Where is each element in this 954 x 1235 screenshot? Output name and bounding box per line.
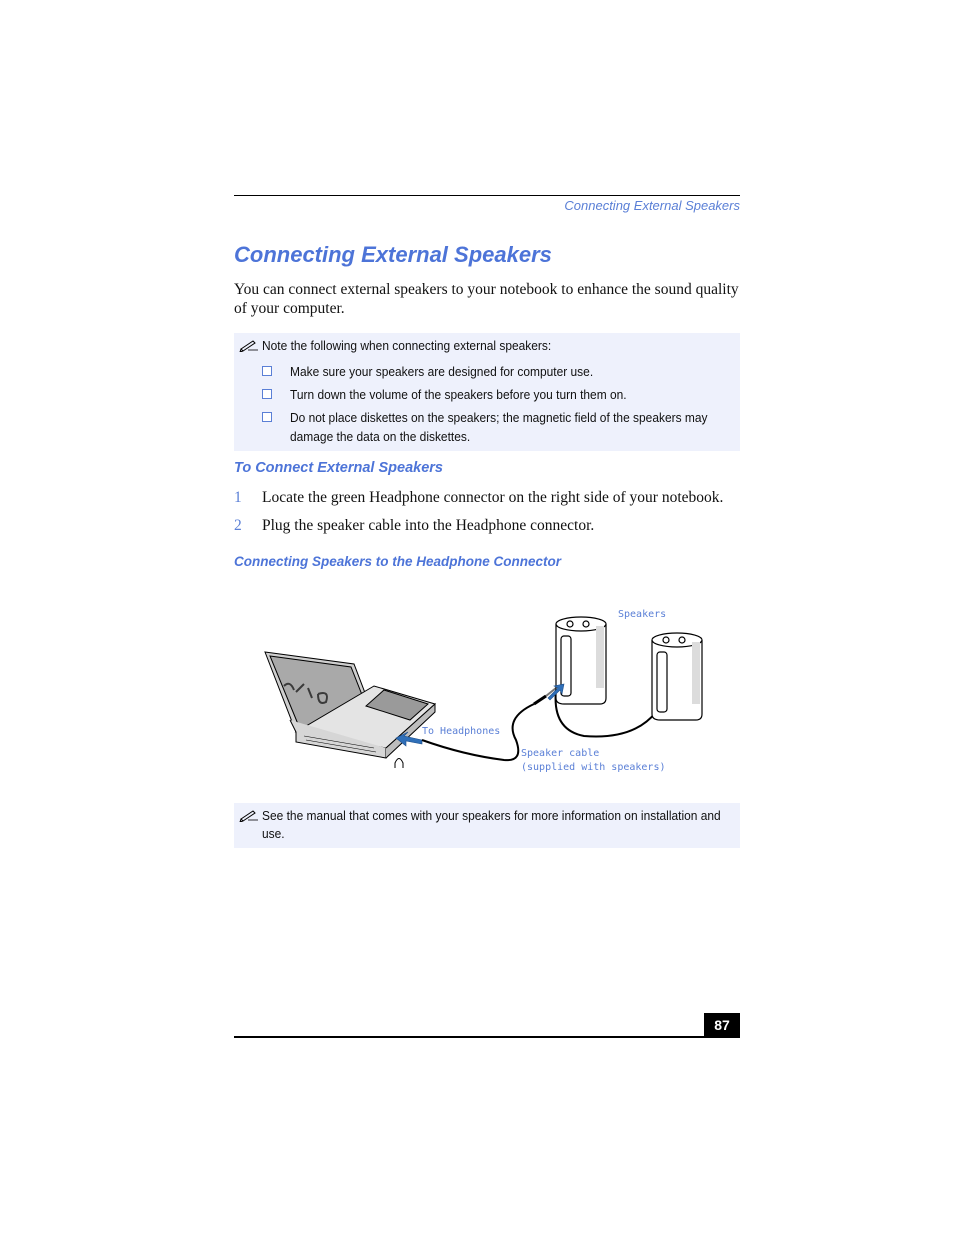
page-number: 87 bbox=[704, 1013, 740, 1037]
checkbox-bullet-icon bbox=[262, 389, 272, 399]
figure-caption: Connecting Speakers to the Headphone Connector bbox=[234, 554, 562, 569]
step-text: Plug the speaker cable into the Headphone connector. bbox=[262, 517, 595, 534]
note-bullet-text: Turn down the volume of the speakers before you turn them on. bbox=[290, 387, 627, 402]
laptop-illustration bbox=[265, 652, 435, 758]
speaker-cable-label: Speaker cable bbox=[521, 748, 600, 759]
footer-rule bbox=[234, 1036, 740, 1038]
to-headphones-label: To Headphones bbox=[422, 726, 501, 737]
note-box-bottom bbox=[234, 803, 740, 848]
note-lead: Note the following when connecting external speakers: bbox=[262, 338, 552, 353]
procedure-heading: To Connect External Speakers bbox=[234, 460, 443, 476]
intro-paragraph: You can connect external speakers to your notebook to enhance the sound quality of your computer. bbox=[234, 281, 739, 317]
speaker-connection-figure bbox=[234, 580, 740, 790]
speakers-label: Speakers bbox=[618, 609, 667, 620]
left-speaker-illustration bbox=[556, 617, 606, 704]
step-number: 1 bbox=[234, 489, 242, 506]
note-box bbox=[234, 333, 740, 451]
note-text: See the manual that comes with your speakers for more information on installation and use. bbox=[262, 808, 721, 841]
note-pen-icon bbox=[239, 338, 259, 352]
supplied-label: (supplied with speakers) bbox=[521, 762, 666, 773]
checkbox-bullet-icon bbox=[262, 412, 272, 422]
step-text: Locate the green Headphone connector on the right side of your notebook. bbox=[262, 489, 724, 506]
note-bullet-text: Make sure your speakers are designed for computer use. bbox=[290, 364, 594, 379]
right-speaker-illustration bbox=[652, 633, 702, 720]
running-header: Connecting External Speakers bbox=[564, 198, 740, 213]
header-rule bbox=[234, 195, 740, 196]
page-title: Connecting External Speakers bbox=[234, 242, 552, 267]
note-pen-icon bbox=[239, 808, 259, 822]
step-2 bbox=[234, 517, 744, 537]
checkbox-bullet-icon bbox=[262, 366, 272, 376]
note-bullet-text: Do not place diskettes on the speakers; the magnetic field of the speakers may damage the data on the diskettes. bbox=[290, 410, 708, 444]
headphone-symbol-icon bbox=[395, 759, 403, 769]
step-number: 2 bbox=[234, 517, 242, 534]
step-1 bbox=[234, 489, 744, 509]
